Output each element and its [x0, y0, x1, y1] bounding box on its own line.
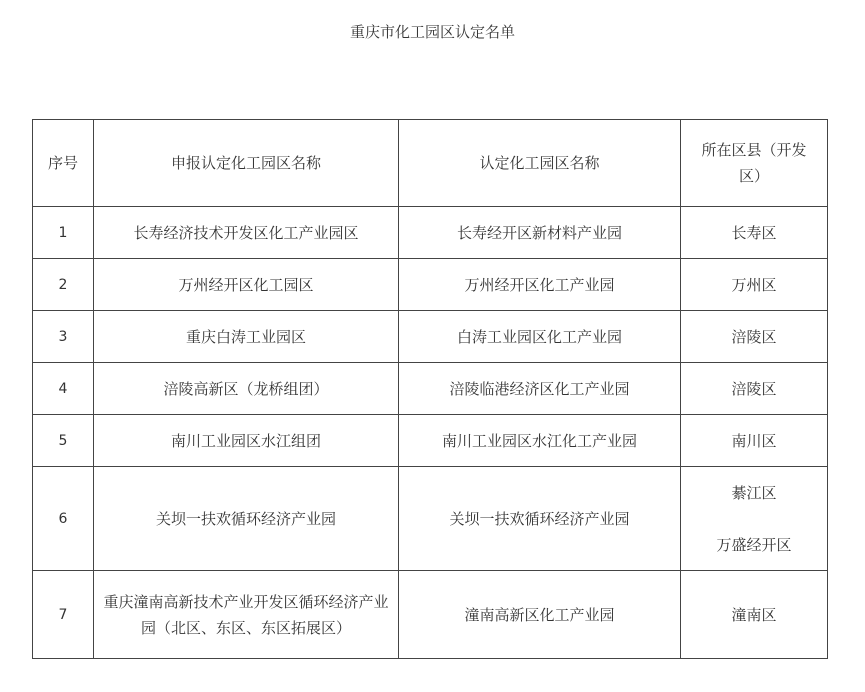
page-title: 重庆市化工园区认定名单	[349, 23, 515, 41]
row-index: 7	[33, 571, 94, 659]
row-district: 长寿区	[681, 207, 828, 259]
row-district: 綦江区	[731, 483, 777, 502]
row-index: 2	[33, 259, 94, 311]
park-list-table	[32, 119, 828, 659]
row-index: 5	[33, 415, 94, 467]
table-row	[33, 467, 828, 571]
table-row	[33, 363, 828, 415]
table-header-row	[33, 120, 828, 207]
row-certified-name: 万州经开区化工产业园	[399, 259, 681, 311]
row-applied-name: 南川工业园区水江组团	[94, 415, 399, 467]
table-row	[33, 571, 828, 659]
table-row	[33, 259, 828, 311]
row-certified-name: 潼南高新区化工产业园	[399, 571, 681, 659]
header-applied-name: 申报认定化工园区名称	[94, 120, 399, 207]
row-applied-name: 重庆潼南高新技术产业开发区循环经济产业园（北区、东区、东区拓展区）	[94, 571, 399, 659]
row-certified-name: 白涛工业园区化工产业园	[399, 311, 681, 363]
row-district: 万盛经开区	[716, 535, 792, 554]
row-certified-name: 关坝一扶欢循环经济产业园	[399, 467, 681, 571]
row-district: 万州区	[681, 259, 828, 311]
row-applied-name: 长寿经济技术开发区化工产业园区	[94, 207, 399, 259]
district-spacer	[687, 506, 821, 532]
row-district: 涪陵区	[681, 363, 828, 415]
row-district-multi	[681, 467, 828, 571]
row-certified-name: 南川工业园区水江化工产业园	[399, 415, 681, 467]
table-row	[33, 207, 828, 259]
row-index: 3	[33, 311, 94, 363]
header-district: 所在区县（开发区）	[681, 120, 828, 207]
row-applied-name: 重庆白涛工业园区	[94, 311, 399, 363]
row-certified-name: 涪陵临港经济区化工产业园	[399, 363, 681, 415]
row-index: 1	[33, 207, 94, 259]
row-index: 6	[33, 467, 94, 571]
row-index: 4	[33, 363, 94, 415]
table-row	[33, 415, 828, 467]
row-applied-name: 关坝一扶欢循环经济产业园	[94, 467, 399, 571]
row-district: 南川区	[681, 415, 828, 467]
header-certified-name: 认定化工园区名称	[399, 120, 681, 207]
row-applied-name: 万州经开区化工园区	[94, 259, 399, 311]
row-applied-name: 涪陵高新区（龙桥组团）	[94, 363, 399, 415]
header-index: 序号	[33, 120, 94, 207]
row-district: 潼南区	[681, 571, 828, 659]
row-certified-name: 长寿经开区新材料产业园	[399, 207, 681, 259]
row-district: 涪陵区	[681, 311, 828, 363]
table-row	[33, 311, 828, 363]
